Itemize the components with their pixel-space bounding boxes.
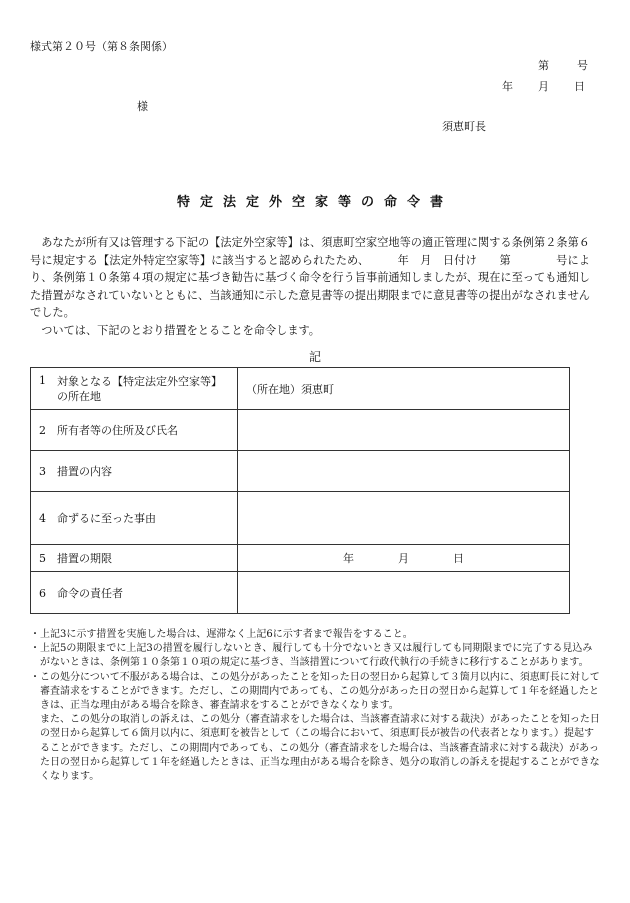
table-row [31, 451, 570, 492]
row-label-text: 命ずるに至った事由 [57, 512, 156, 525]
notes [30, 628, 600, 784]
row-label-text: 措置の期限 [57, 552, 112, 565]
row-label [31, 410, 238, 451]
note-item [30, 628, 600, 642]
row-label-text: 所有者等の住所及び氏名 [57, 424, 178, 437]
note-continuation: また、この処分の取消しの訴えは、この処分（審査請求をした場合は、当該審査請求に対する裁決）があったことを知った日の翌日から起算して６箇月以内に、須恵町を被告として（この場合において、須恵町長が被告の代表者となります。）提起することができます。ただし、この期間内であっても、この処分（審査請求をした場合は、当該審査請求に対する裁決）があった日の翌日から起算して１年を経過したときは、正当な理由がある場合を除き、処分の取消しの訴えを提起することができなくなります。 [40, 714, 600, 783]
deadline-field [238, 545, 570, 572]
row-number: 5 [39, 552, 46, 565]
measures-table [30, 367, 570, 614]
document-title: 特定法定外空家等の命令書 [176, 195, 453, 210]
document-date: 年 月 日 [502, 80, 586, 93]
table-row [31, 368, 570, 410]
deadline-day-label: 日 [453, 552, 464, 565]
ki-heading: 記 [308, 350, 321, 364]
bullet-mark: ・ [30, 643, 40, 655]
reason-field [238, 492, 570, 545]
row-number: 3 [39, 465, 46, 478]
row-label-text: 命令の責任者 [57, 586, 123, 600]
table-row [31, 492, 570, 545]
issuer-name: 須恵町長 [442, 120, 486, 133]
deadline-month-label: 月 [398, 552, 409, 565]
location-field: （所在地）須恵町 [238, 368, 570, 410]
row-label-text: 措置の内容 [57, 465, 112, 478]
bullet-mark: ・ [30, 671, 40, 683]
body-paragraph: あなたが所有又は管理する下記の【法定外空家等】は、須恵町空家空地等の適正管理に関する条例第２条第６号に規定する【法定外特定空家等】に該当すると認められたため、 年 月 日付け 第 号により、条例第１０条第４項の規定に基づき勧告に基づく命令を行う旨事前通知しましたが、現在に至っても通知した措置がなされていないとともに、当該通知に示した意見書等の提出期限までに意見書等の提出がなされませんでした。 [30, 236, 590, 320]
row-label [31, 368, 238, 410]
table-row [31, 545, 570, 572]
responsible-person-field [238, 572, 570, 614]
bullet-mark: ・ [30, 629, 40, 640]
note-text: 上記3に示す措置を実施した場合は、遅滞なく上記6に示す者まで報告をすること。 [40, 629, 413, 640]
row-label [31, 545, 238, 572]
row-number: 4 [39, 512, 46, 525]
form-number: 様式第２０号（第８条関係） [30, 40, 173, 53]
note-text: この処分について不服がある場合は、この処分があったことを知った日の翌日から起算して３箇月以内に、須恵町長に対して審査請求をすることができます。ただし、この期間内であっても、この処分があった日の翌日から起算して１年を経過したときは、正当な理由がある場合を除き、審査請求をすることができなくなります。 [40, 671, 600, 712]
body-text [30, 234, 590, 340]
row-label [31, 572, 238, 614]
row-label [31, 451, 238, 492]
note-item [30, 671, 600, 714]
measure-content-field [238, 451, 570, 492]
addressee-honorific: 様 [137, 100, 148, 113]
row-number: 1 [39, 373, 46, 387]
note-text: 上記5の期限までに上記3の措置を履行しないとき、履行しても十分でないとき又は履行しても同期限までに完了する見込みがないときは、条例第１０条第１０項の規定に基づき、当該措置について行政代執行の手続きに移行することがあります。 [40, 643, 593, 669]
body-paragraph: ついては、下記のとおり措置をとることを命令します。 [41, 323, 320, 337]
deadline-year-label: 年 [343, 552, 354, 565]
row-number: 2 [39, 424, 46, 437]
notes-list [30, 628, 600, 713]
table-row [31, 410, 570, 451]
document-number-label: 第 号 [538, 59, 590, 72]
table-row [31, 572, 570, 614]
row-label-text: の所在地 [57, 389, 101, 403]
row-label-text: 対象となる【特定法定外空家等】 [57, 374, 222, 388]
row-label [31, 492, 238, 545]
owner-field [238, 410, 570, 451]
row-number: 6 [39, 586, 46, 600]
note-item [30, 642, 600, 670]
